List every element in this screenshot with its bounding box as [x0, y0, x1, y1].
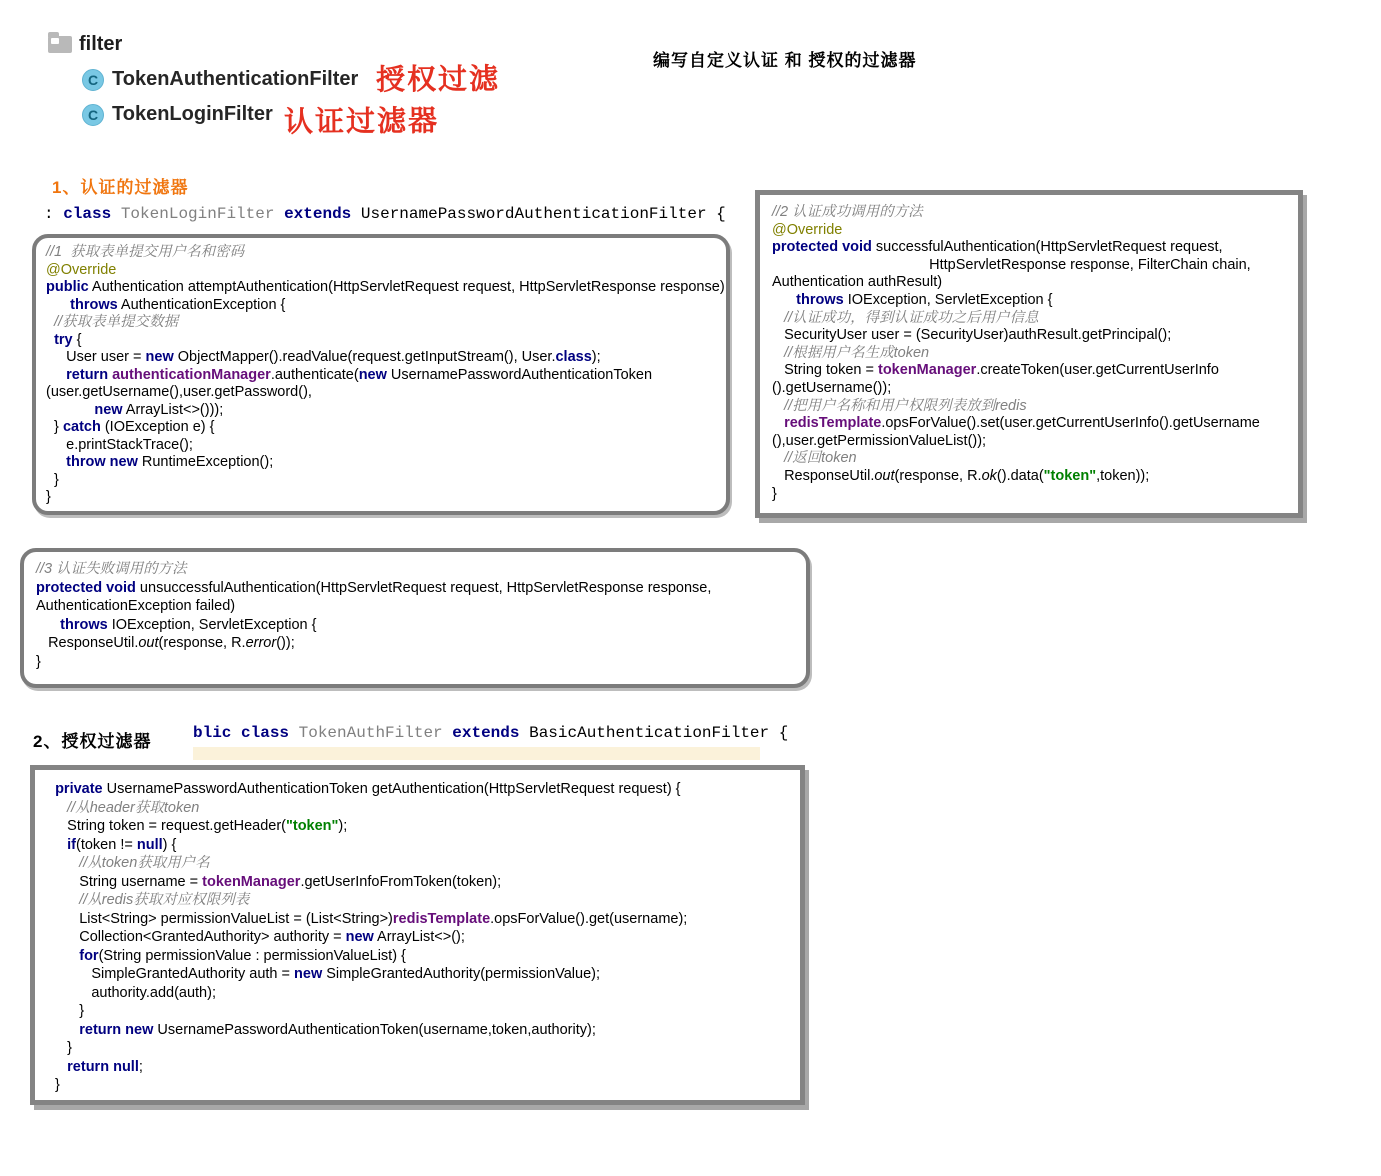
code-line: User user = new ObjectMapper().readValue(request.getInputStream(), User.class);: [46, 349, 601, 365]
code-line: throws IOException, ServletException {: [796, 291, 1053, 308]
code-line: SecurityUser user = (SecurityUser)authResult.getPrincipal();: [772, 327, 1172, 344]
tree-class-token-authentication-filter[interactable]: [82, 68, 358, 91]
section1-heading: 1、认证的过滤器: [52, 178, 189, 197]
code-line: //返回token: [784, 450, 857, 467]
section2-heading: 2、授权过滤器: [33, 732, 152, 751]
code-line: return authenticationManager.authenticate(new UsernamePasswordAuthenticationToken: [66, 366, 653, 383]
code-line: public Authentication attemptAuthentication(HttpServletRequest request, HttpServletResponse response): [46, 279, 725, 295]
class-icon: C: [82, 69, 104, 91]
code-line: //获取表单提交数据: [54, 314, 179, 330]
code-line: (user.getUsername(),user.getPassword(),: [46, 384, 312, 400]
code-line: Authentication authResult): [772, 274, 943, 291]
code-line: authority.add(auth);: [47, 984, 216, 1001]
caret-line-highlight: [193, 747, 760, 760]
code-line: protected void unsuccessfulAuthentication(HttpServletRequest request, HttpServletResponse response,: [36, 579, 712, 596]
code-line: blic class TokenAuthFilter extends BasicAuthenticationFilter {: [193, 724, 789, 742]
folder-icon: [48, 36, 72, 53]
code-line: //3 认证失败调用的方法: [36, 561, 187, 577]
code-line: //认证成功，得到认证成功之后用户信息: [784, 309, 1039, 326]
code-line: }: [47, 1077, 60, 1093]
code-line: Collection<GrantedAuthority> authority = new ArrayList<>();: [47, 929, 465, 945]
code-line: throws AuthenticationException {: [70, 296, 286, 313]
code-line: }: [36, 653, 41, 670]
tree-class-token-login-filter[interactable]: [82, 103, 273, 126]
code-line: for(String permissionValue : permissionValueList) {: [79, 947, 406, 964]
code-line: SimpleGrantedAuthority auth = new SimpleGrantedAuthority(permissionValue);: [47, 966, 600, 982]
code-line: protected void successfulAuthentication(HttpServletRequest request,: [772, 239, 1223, 256]
handwritten-note-authorization-filter: 授权过滤: [375, 61, 501, 97]
code-line: HttpServletResponse response, FilterChain chain,: [772, 256, 1251, 273]
code-line: //2 认证成功调用的方法: [772, 204, 923, 220]
code-line: AuthenticationException failed): [36, 598, 236, 614]
code-line: throws IOException, ServletException {: [60, 616, 317, 633]
code-line: : class TokenLoginFilter extends UsernamePasswordAuthenticationFilter {: [44, 205, 726, 223]
code-line: //把用户名称和用户权限列表放到redis: [784, 397, 1027, 414]
code-line: //从header获取token: [67, 799, 200, 816]
code-line: ().getUsername());: [772, 379, 892, 396]
code-line: } catch (IOException e) {: [46, 419, 215, 435]
code-line: String token = request.getHeader("token");: [47, 818, 348, 834]
class-icon: C: [82, 104, 104, 126]
code-line: //根据用户名生成token: [784, 344, 930, 361]
code-line: }: [47, 1003, 85, 1019]
page-title: 编写自定义认证 和 授权的过滤器: [653, 51, 917, 70]
class-declaration-token-login-filter: [44, 205, 726, 223]
code-line: return null;: [67, 1058, 143, 1075]
code-line: //从token获取用户名: [79, 855, 210, 871]
code-box-attempt-authentication: [32, 234, 730, 515]
code-line: String token = tokenManager.createToken(user.getCurrentUserInfo: [772, 362, 1219, 379]
code-line: }: [46, 471, 59, 488]
code-line: }: [46, 489, 51, 505]
code-line: ResponseUtil.out(response, R.error());: [36, 635, 295, 651]
code-line: (),user.getPermissionValueList());: [772, 432, 987, 449]
code-line: try {: [54, 331, 82, 348]
code-box-unsuccessful-authentication: [20, 548, 810, 688]
code-line: redisTemplate.opsForValue().set(user.getCurrentUserInfo().getUsername: [784, 415, 1260, 432]
code-line: @Override: [46, 261, 117, 278]
code-line: new ArrayList<>()));: [94, 401, 224, 418]
folder-label: filter: [79, 33, 123, 55]
code-line: return new UsernamePasswordAuthenticationToken(username,token,authority);: [79, 1021, 596, 1038]
code-box-successful-authentication: [755, 190, 1303, 518]
class-declaration-token-auth-filter: [193, 724, 788, 742]
code-line: private UsernamePasswordAuthenticationToken getAuthentication(HttpServletRequest request) {: [55, 781, 681, 797]
code-line: if(token != null) {: [67, 836, 177, 853]
code-line: String username = tokenManager.getUserInfoFromToken(token);: [47, 873, 502, 890]
tree-folder-filter[interactable]: [48, 33, 122, 56]
code-line: //从redis获取对应权限列表: [79, 892, 250, 908]
code-line: @Override: [772, 221, 843, 238]
code-line: ResponseUtil.out(response, R.ok().data("token",token));: [772, 467, 1150, 484]
code-line: //1 获取表单提交用户名和密码: [46, 244, 245, 260]
class-name: TokenAuthenticationFilter: [112, 68, 359, 90]
code-line: e.printStackTrace();: [46, 436, 193, 453]
code-line: throw new RuntimeException();: [66, 454, 274, 470]
code-box-get-authentication: [30, 765, 805, 1105]
code-line: List<String> permissionValueList = (List<String>)redisTemplate.opsForValue().get(username);: [47, 910, 688, 927]
code-line: }: [772, 485, 777, 502]
code-line: }: [47, 1040, 72, 1056]
class-name: TokenLoginFilter: [112, 103, 273, 125]
handwritten-note-authentication-filter: 认证过滤器: [283, 103, 440, 139]
